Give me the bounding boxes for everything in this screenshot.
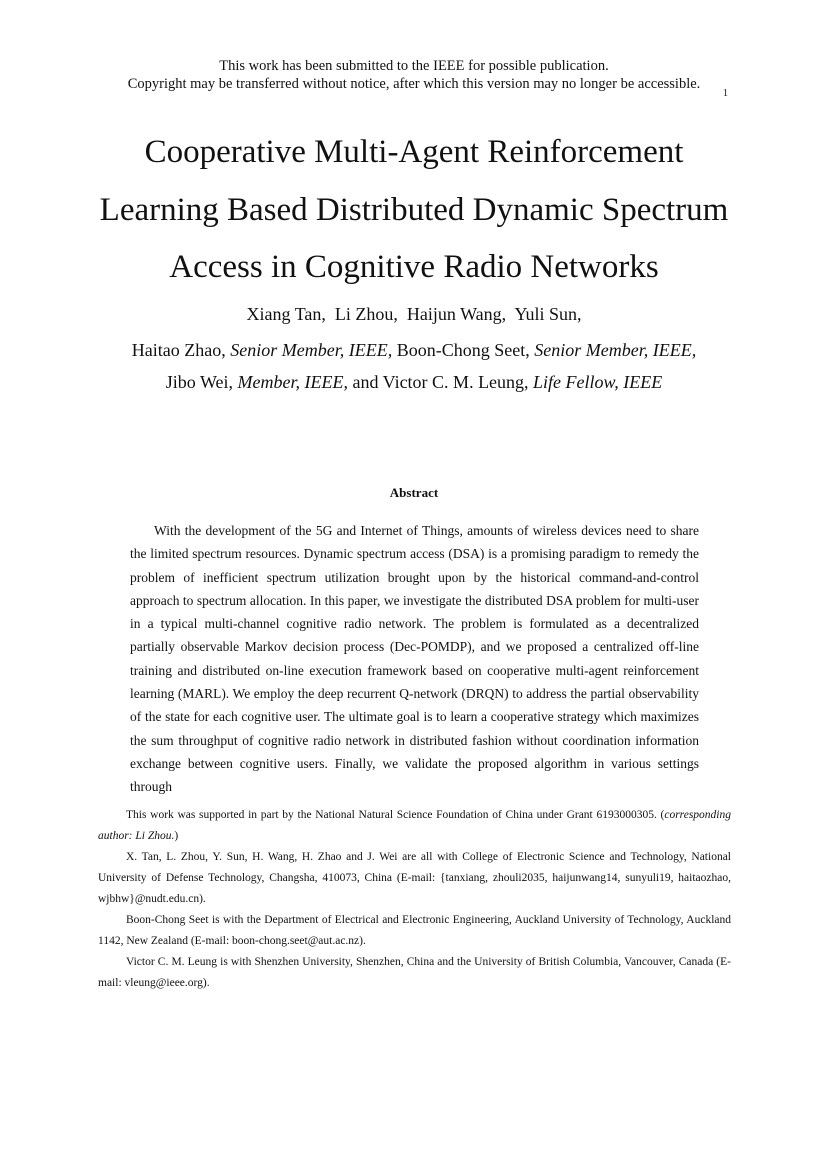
abstract-body: With the development of the 5G and Internet of Things, amounts of wireless devices need to share the limited spectrum resources. Dynamic spectrum access (DSA) is a promising paradigm to remedy the problem of inefficient spectrum utilization brought upon by the historical command-and-control approach to spectrum allocation. In this paper, we investigate the distributed DSA problem for multi-user in a typical multi-channel cognitive radio network. The problem is formulated as a decentralized partially observable Markov decision process (Dec-POMDP), and we proposed a centralized off-line training and distributed on-line execution framework based on cooperative multi-agent reinforcement learning (MARL). We employ the deep recurrent Q-network (DRQN) to address the partial observability of the state for each cognitive user. The ultimate goal is to learn a cooperative strategy which maximizes the sum throughput of cognitive radio network in distributed fashion without coordination information exchange between cognitive users. Finally, we validate the proposed algorithm in various settings through — [130, 523, 699, 795]
author-name: Boon-Chong Seet, — [392, 340, 535, 360]
corresponding-author: corresponding author: Li Zhou. — [98, 809, 731, 842]
footnote-funding-end: ) — [174, 830, 179, 842]
author-line-2 — [0, 340, 828, 361]
author-role: Life Fellow, IEEE — [533, 372, 663, 392]
footnotes — [98, 805, 731, 994]
title-line-2: Learning Based Distributed Dynamic Spectrum — [99, 191, 729, 228]
footnote-affiliation-aut: Boon-Chong Seet is with the Department of Electrical and Electronic Engineering, Auckland University of Technology, Auckland 1142, New Zealand (E-mail: boon-chong.seet@aut.ac.nz). — [98, 914, 731, 947]
author-line-1: Xiang Tan, Li Zhou, Haijun Wang, Yuli Sun, — [246, 304, 582, 324]
footnote-funding — [98, 805, 731, 847]
submission-notice-line2: Copyright may be transferred without notice, after which this version may no longer be accessible. — [127, 76, 701, 92]
author-role: Senior Member, IEEE, — [534, 340, 697, 360]
page-number: 1 — [723, 88, 728, 99]
title-line-3: Access in Cognitive Radio Networks — [169, 249, 659, 285]
footnote-affiliation-szu: Victor C. M. Leung is with Shenzhen University, Shenzhen, China and the University of British Columbia, Vancouver, Canada (E-mail: vleung@ieee.org). — [98, 956, 731, 989]
author-name: and Victor C. M. Leung, — [347, 372, 534, 392]
author-line-3 — [0, 372, 828, 393]
author-name: Jibo Wei, — [165, 372, 238, 392]
author-role: Member, IEEE, — [237, 372, 348, 392]
abstract-heading: Abstract — [389, 485, 439, 500]
author-name: Haitao Zhao, — [131, 340, 231, 360]
title-line-1: Cooperative Multi-Agent Reinforcement — [144, 134, 684, 170]
submission-notice-line1: This work has been submitted to the IEEE for possible publication. — [219, 58, 609, 74]
author-role: Senior Member, IEEE, — [230, 340, 393, 360]
paper-title — [0, 124, 828, 297]
footnote-funding-text: This work was supported in part by the National Natural Science Foundation of China under Grant 6193000305. ( — [126, 809, 665, 821]
footnote-affiliation-nudt: X. Tan, L. Zhou, Y. Sun, H. Wang, H. Zhao and J. Wei are all with College of Electronic Science and Technology, National University of Defense Technology, Changsha, 410073, China (E-mail: {tanxiang, zhouli2035, haijunwang14, sunyuli19, haitaozhao, wjbhw}@nudt.edu.cn). — [98, 851, 731, 905]
